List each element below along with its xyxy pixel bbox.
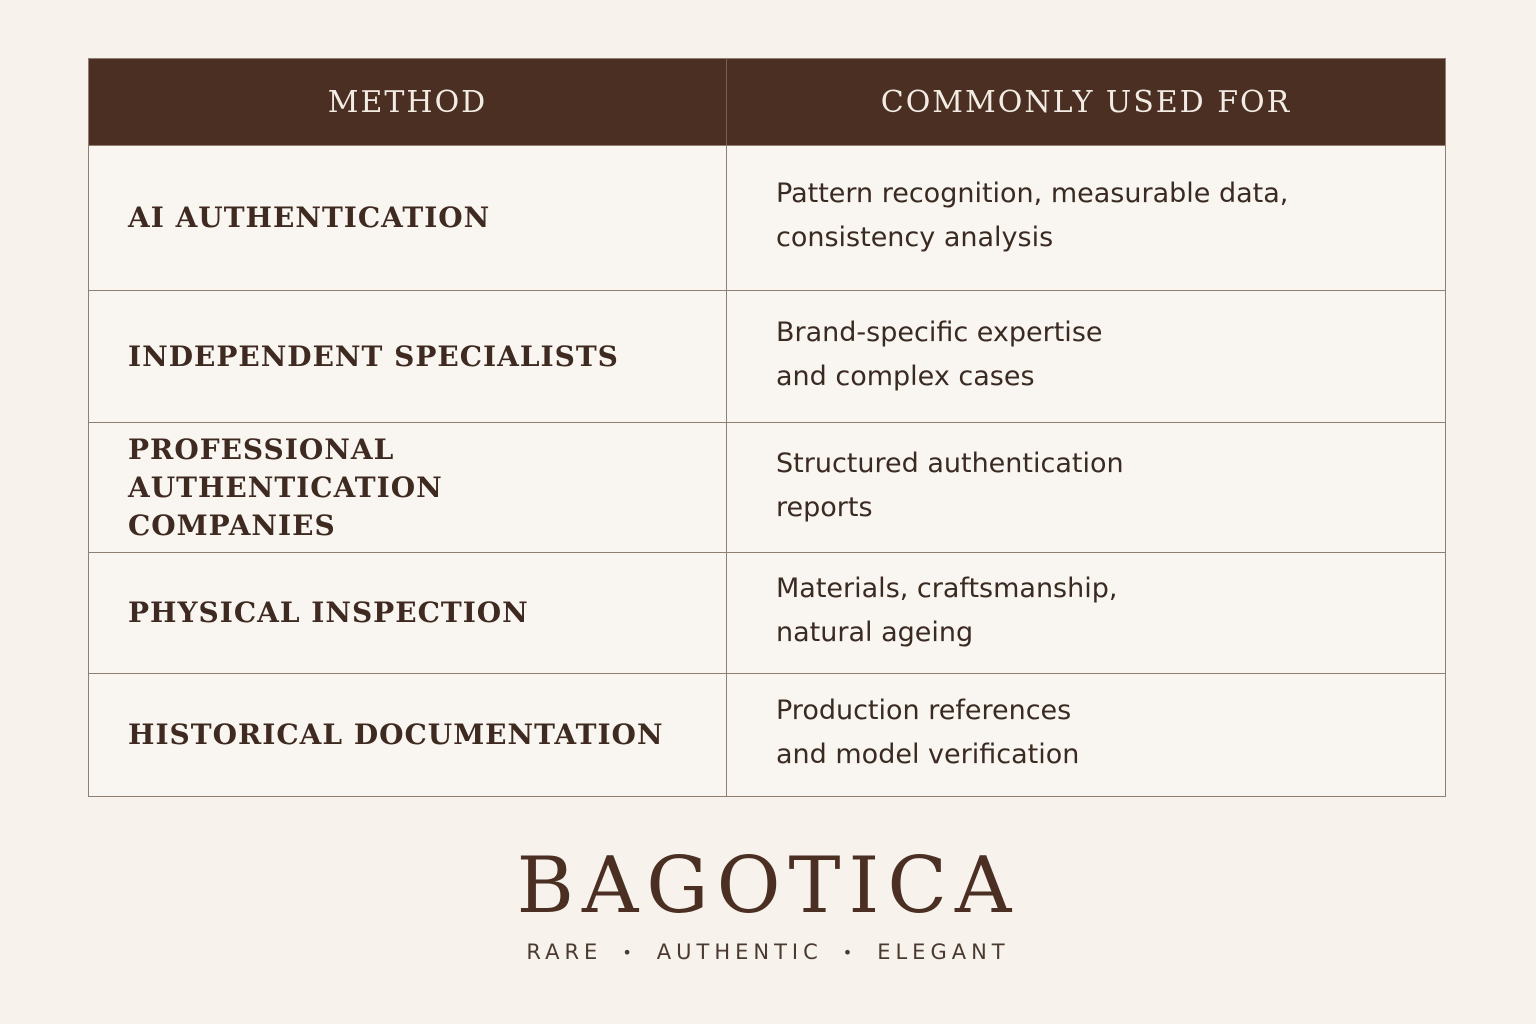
brand-block — [0, 840, 1536, 964]
tagline-word: AUTHENTIC — [656, 940, 823, 964]
header-used-for: COMMONLY USED FOR — [880, 84, 1292, 120]
used-for-cell — [727, 423, 1445, 552]
tagline-separator: • — [622, 942, 637, 962]
table-row — [89, 673, 1445, 796]
brand-logo: BAGOTICA — [516, 841, 1020, 931]
tagline-word: ELEGANT — [877, 940, 1010, 964]
method-label: PROFESSIONAL AUTHENTICATION COMPANIES — [128, 432, 443, 542]
used-for-cell — [727, 674, 1445, 796]
method-cell — [89, 146, 727, 290]
used-for-cell — [727, 146, 1445, 290]
used-for-cell — [727, 291, 1445, 422]
table-row — [89, 422, 1445, 552]
method-cell — [89, 423, 727, 552]
brand-tagline — [0, 940, 1536, 964]
table-row — [89, 290, 1445, 422]
method-cell — [89, 674, 727, 796]
used-for-text: Production references and model verification — [776, 695, 1080, 770]
method-label: AI AUTHENTICATION — [128, 201, 491, 234]
table-row — [89, 552, 1445, 673]
method-label: HISTORICAL DOCUMENTATION — [128, 718, 664, 751]
tagline-word: RARE — [526, 940, 603, 964]
used-for-text: Brand-specific expertise and complex cases — [776, 316, 1103, 392]
method-cell — [89, 553, 727, 673]
table-header — [89, 59, 1445, 145]
method-cell — [89, 291, 727, 422]
tagline-separator: • — [842, 942, 858, 962]
used-for-text: Structured authentication reports — [776, 447, 1124, 523]
used-for-text: Materials, craftsmanship, natural ageing — [776, 573, 1118, 648]
header-method: METHOD — [89, 59, 727, 145]
table-row — [89, 145, 1445, 290]
method-label: INDEPENDENT SPECIALISTS — [128, 339, 619, 373]
used-for-text: Pattern recognition, measurable data, consistency analysis — [776, 178, 1289, 253]
comparison-table — [88, 58, 1446, 797]
used-for-cell — [727, 553, 1445, 673]
method-label: PHYSICAL INSPECTION — [128, 596, 529, 629]
